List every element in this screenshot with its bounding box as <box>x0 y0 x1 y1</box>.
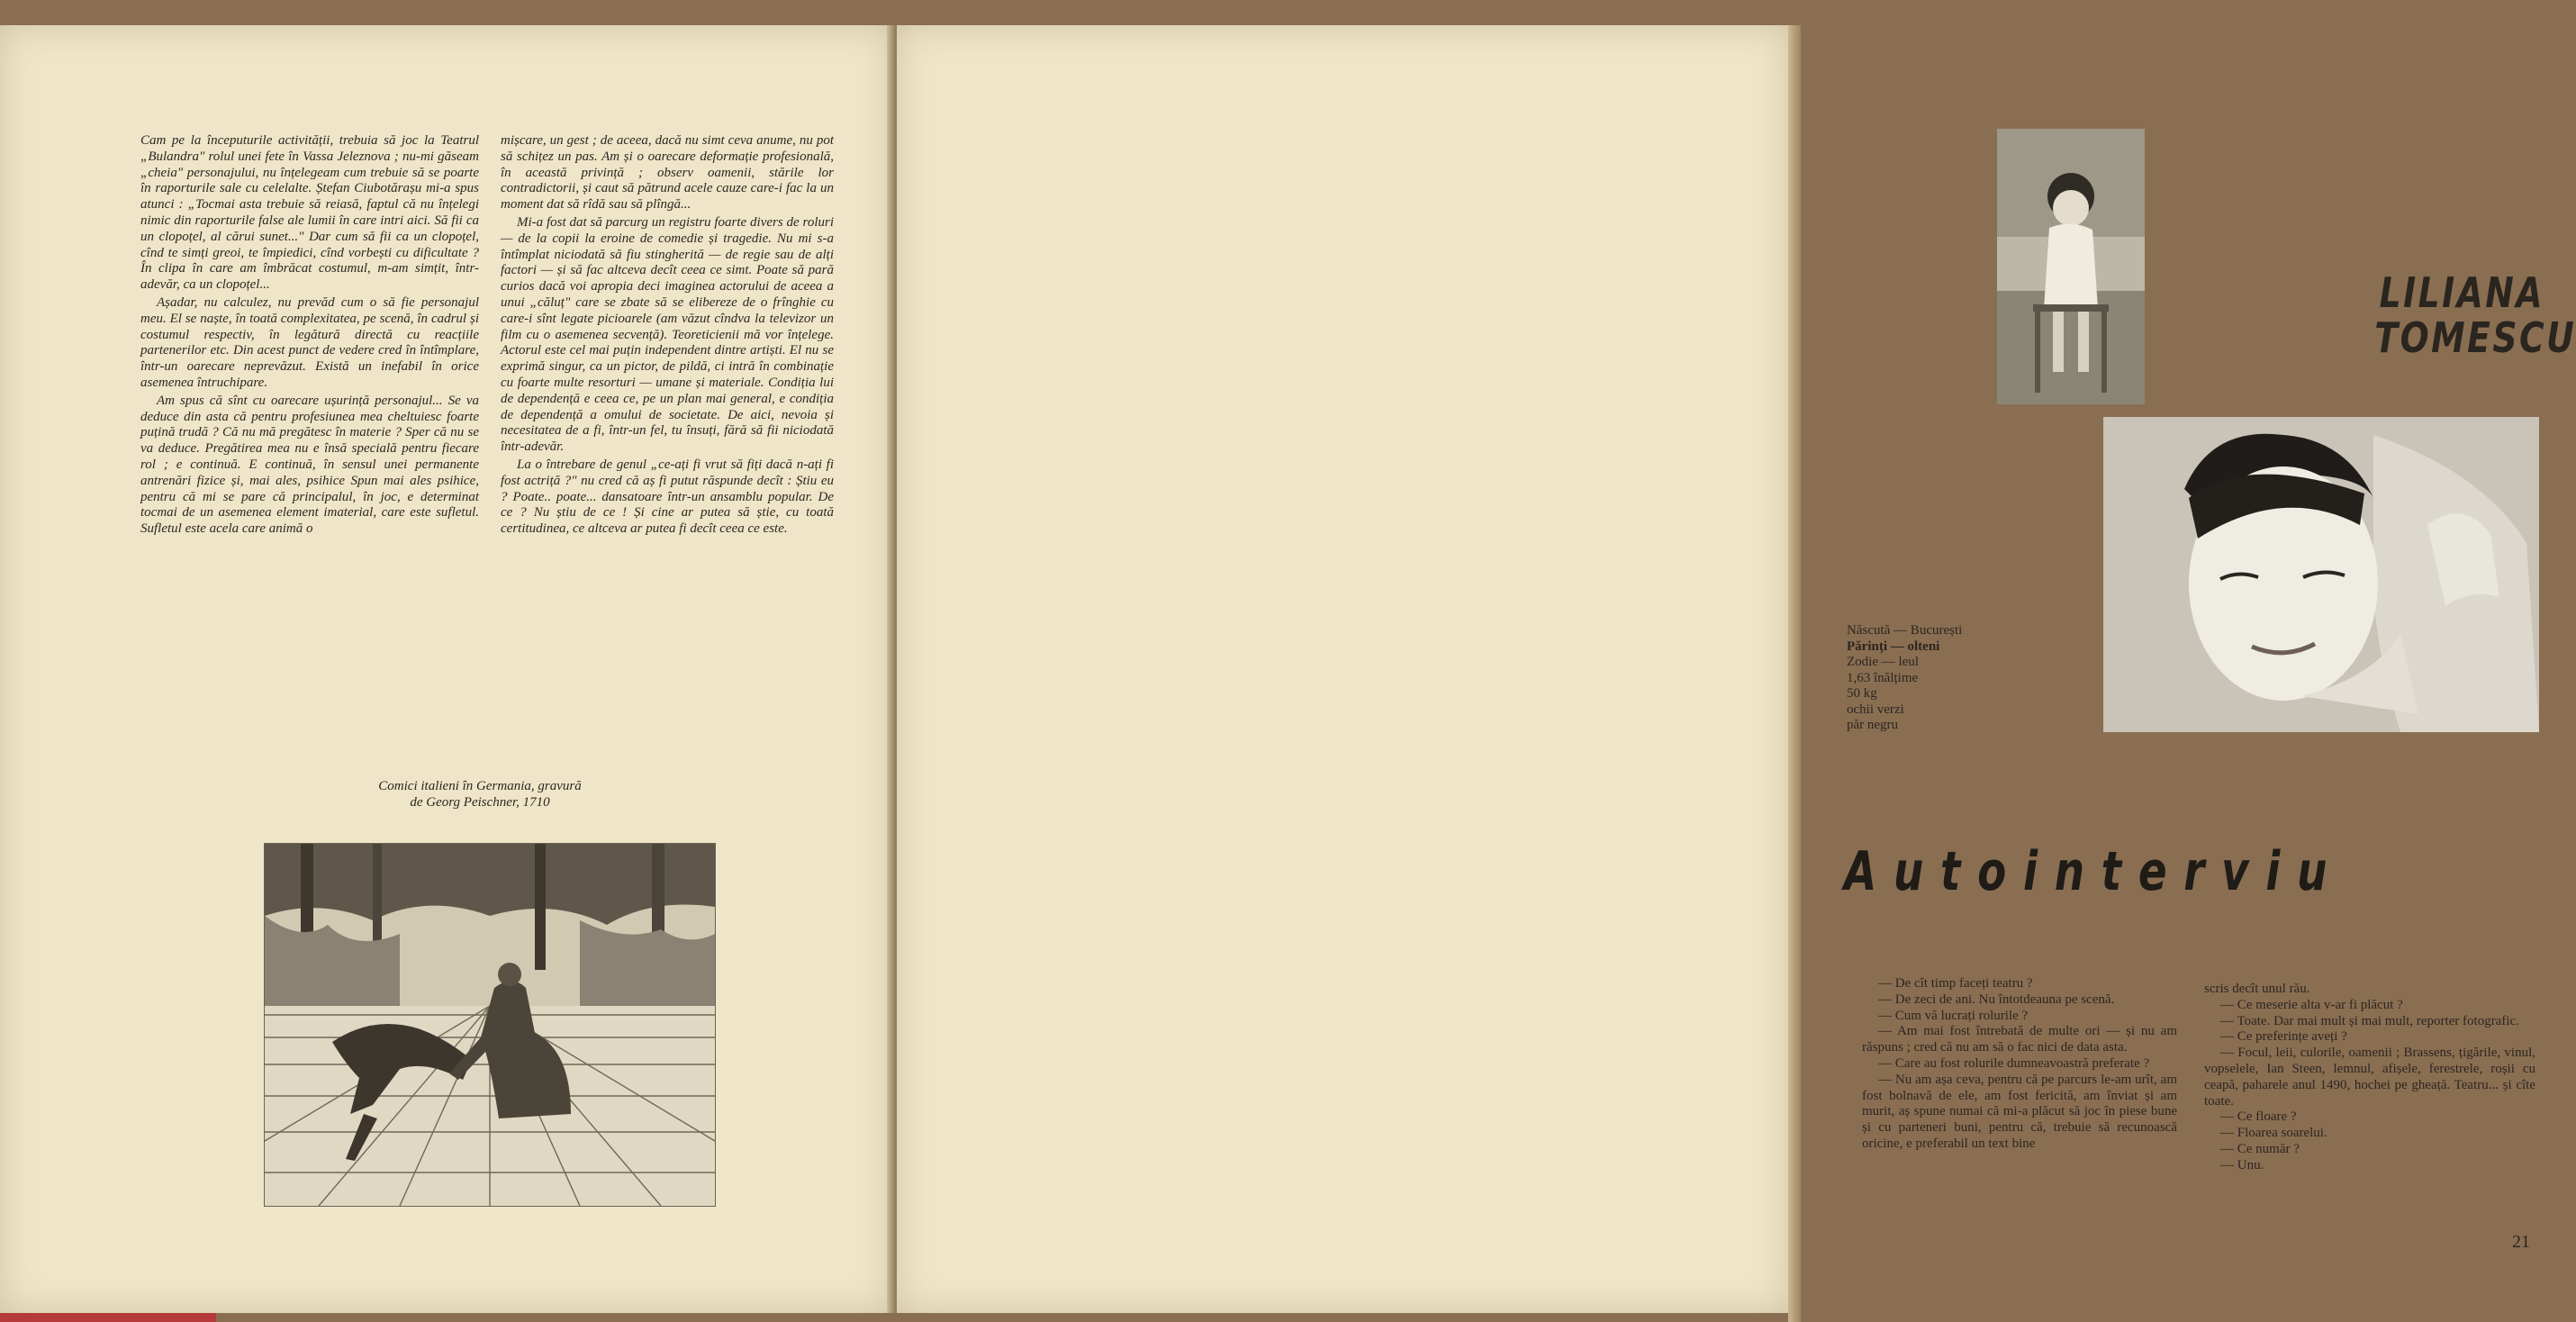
interview-line: — Cum vă lucrați rolurile ? <box>1878 1008 2029 1023</box>
paragraph: La o întrebare de genul „ce-ați fi vrut să fiți dacă n-ați fi fost actriță ?" nu cred că aș fi putut răspunde decît : Știu eu ? Poate.. poate... dansatoare într-un ansamblu popular. De ce ? Nu știu de ce ! Și cine ar putea să știe, cu toată certitudinea, ce altceva ar putea fi decît ceea ce este. <box>501 457 834 537</box>
portrait-photo <box>2103 417 2539 732</box>
portrait-photo-drawing <box>2103 417 2539 732</box>
book-spread <box>0 25 2576 1313</box>
left-page <box>0 25 891 1313</box>
childhood-photo-drawing <box>1997 129 2145 404</box>
caption-line: Comici italieni în Germania, gravură <box>378 779 582 793</box>
paragraph: Așadar, nu calculez, nu prevăd cum o să fie personajul meu. El se naște, în toată complexitatea, pe scenă, în cadrul și costumul respectiv, în legătură directă cu reacțiile partenerilor etc. Din acest punct de vedere cred în întîmplare, într-un oarecare neprevăzut. Există un inefabil în orice asemenea întruchipare. <box>140 294 479 390</box>
interview-line: — Ce număr ? <box>2220 1141 2300 1156</box>
childhood-photo <box>1997 129 2145 404</box>
interview-line: — Ce floare ? <box>2220 1109 2297 1125</box>
interview-column-2 <box>2204 982 2535 1174</box>
fact-born: Născută — București <box>1847 623 1963 638</box>
name-line: LILIANA <box>2379 268 2544 317</box>
fact-height: 1,63 înălțime <box>1847 670 1919 685</box>
interview-line: — Care au fost rolurile dumneavoastră preferate ? <box>1878 1055 2150 1071</box>
interview-line: — Ce meserie alta v-ar fi plăcut ? <box>2220 997 2403 1012</box>
interview-column-1 <box>1862 976 2177 1153</box>
right-page <box>897 25 2576 1313</box>
interview-line: — De zeci de ani. Nu întotdeauna pe scenă. <box>1878 992 2115 1007</box>
paragraph: Cam pe la începuturile activității, trebuia să joc la Teatrul „Bulandra" rolul unei fete în Vassa Jeleznova ; nu-mi găseam „cheia" personajului, nu înțelegeam cum trebuie să se poarte în raporturile sale cu celelalte. Ștefan Ciubotărașu mi-a spus atunci : „Tocmai asta trebuie să reiasă, faptul că nu înțelegi nimic din raporturile false ale lumii în care intri aici. Să fii ca un clopoțel, al cărui sunet..." Dar cum să fii ca un clopoțel, cînd te simți greoi, te împiedici, cînd vorbești cu dificultate ? În clipa în care am îmbrăcat costumul, m-am simțit, într-adevăr, ca un clopoțel... <box>140 133 479 293</box>
interview-line: — Nu am așa ceva, pentru că pe parcurs le-am urît, am fost bolnavă de ele, am fost fericită, am înviat și am murit, aș spune numai că mi-a plăcut să joc în piese bune și cu parteneri buni, pentru că, trebuie să recunoască oricine, e preferabil un text bine <box>1862 1072 2177 1151</box>
image-caption <box>331 778 628 810</box>
fact-sign: Zodie — leul <box>1847 655 1919 669</box>
biographical-facts <box>1847 623 2045 734</box>
cover-edge <box>0 1313 216 1322</box>
name-line: TOMESCU <box>2374 313 2576 362</box>
page-edges <box>1788 25 1801 1322</box>
fact-hair: păr negru <box>1847 718 1899 732</box>
fact-weight: 50 kg <box>1847 686 1877 701</box>
article-title: Autointerviu <box>1844 840 2345 903</box>
caption-line: de Georg Peischner, 1710 <box>410 795 550 810</box>
fact-eyes: ochii verzi <box>1847 702 1904 717</box>
paragraph: Am spus că sînt cu oarecare ușurință personajul... Se va deduce din asta că pentru profesiunea mea cheltuiesc foarte puțină trudă ? Că nu mă pregătesc în materie ? Sper că nu se va deduce. Pregătirea mea nu e însă specială pentru fiecare rol ; e continuă. E continuă, în sensul unei permanente antrenări fizice și, mai ales, psihice Spun mai ales psihice, pentru că mi se pare că principalul, în joc, e determinat tocmai de un asemenea element imaterial, care este sufletul. Sufletul este acela care animă o <box>140 393 479 537</box>
interview-line: — Am mai fost întrebată de multe ori — și nu am răspuns ; cred că nu am să o fac nici de data asta. <box>1862 1024 2177 1055</box>
engraving-illustration <box>264 843 716 1207</box>
paragraph: mișcare, un gest ; de aceea, dacă nu simt ceva anume, nu pot să schițez un pas. Am și o oarecare deformație profesională, în această privință ; observ oamenii, stările lor contradictorii, și caut să pătrund acele cauze care-i fac la un moment dat să rîdă sau să plîngă... <box>501 133 834 213</box>
engraving-drawing <box>265 844 715 1206</box>
bleed-through-text <box>144 800 173 866</box>
interview-line: — Floarea soarelui. <box>2220 1126 2327 1141</box>
interview-line: — Unu. <box>2220 1157 2264 1173</box>
fact-parents: Părinți — olteni <box>1847 638 1940 654</box>
actress-name <box>2374 268 2576 362</box>
interview-line: scris decît unul rău. <box>2204 982 2310 996</box>
article-column-1 <box>140 133 479 539</box>
interview-line: — Toate. Dar mai mult și mai mult, reporter fotografic. <box>2220 1013 2519 1028</box>
article-column-2 <box>501 133 834 539</box>
paragraph: Mi-a fost dat să parcurg un registru foarte divers de roluri — de la copii la eroine de comedie și tragedie. Nu mi s-a întîmplat niciodată să fiu stingherită — de regie sau de alți factori — și să fac altceva decît ceea ce simt. Poate să pară curios dacă voi apropia deci imaginea actorului de aceea a unui „căluț" care se zbate să se elibereze de o frînghie cu care-i sînt legate picioarele (am văzut cîndva la televizor un film cu o asemenea secvență). Teoreticienii mă vor înțelege. Actorul este cel mai puțin independent dintre artiști. El nu se exprimă singur, ca un pictor, de pildă, ci intră în combinație cu foarte multe resorturi — umane și materiale. Condiția lui de dependență e ceea ce, pe un plan mai general, e condiția de dependență a omului de societate. De aici, nevoia și necesitatea de a fi, într-un fel, tu însuți, fără să fii niciodată într-adevăr. <box>501 214 834 455</box>
interview-line: — Ce preferințe aveți ? <box>2220 1029 2347 1045</box>
interview-line: — De cît timp faceți teatru ? <box>1878 976 2033 991</box>
page-number: 21 <box>2512 1232 2530 1252</box>
interview-line: — Focul, leii, culorile, oamenii ; Brassens, țigările, vinul, vopselele, Ian Steen, lemnul, afișele, ferestrele, roșii cu ceapă, paharele anul 1490, hochei pe gheață. Teatru... și cîte toate. <box>2204 1046 2535 1109</box>
